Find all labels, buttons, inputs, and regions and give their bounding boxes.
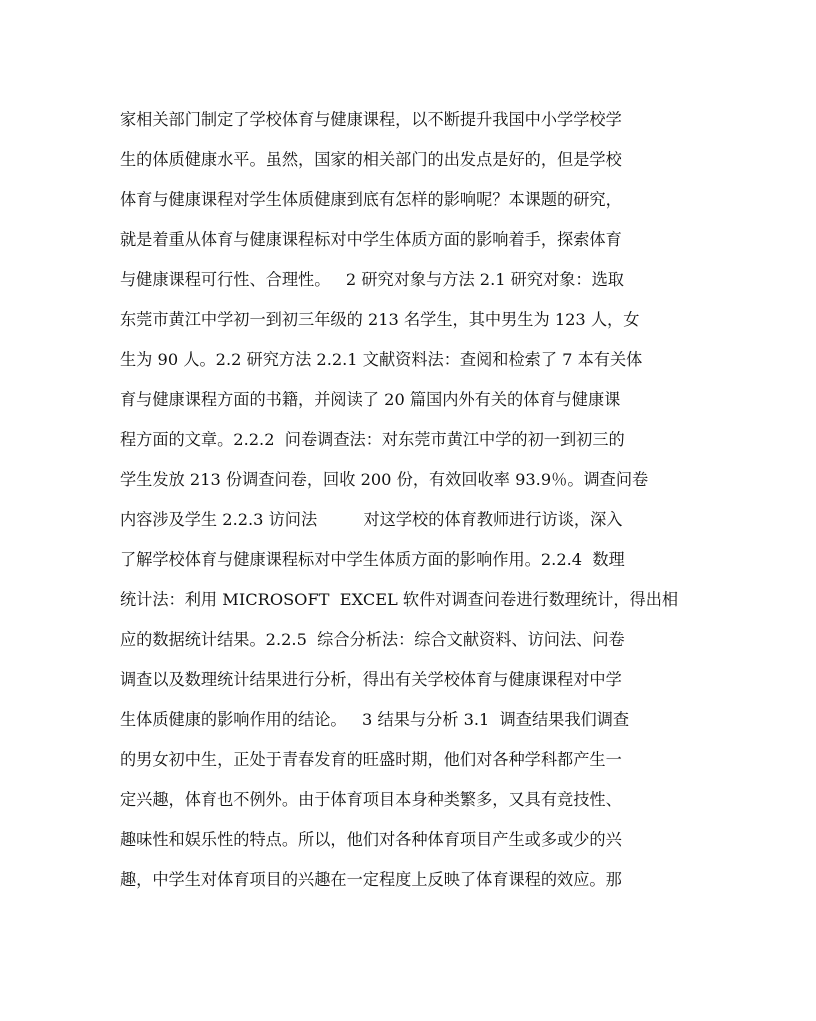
text-line: 应的数据统计结果。2.2.5 综合分析法：综合文献资料、访问法、问卷 (120, 630, 625, 649)
text-line: 生体质健康的影响作用的结论。 3 结果与分析 3.1 调查结果我们调查 (120, 710, 630, 729)
text-line: 程方面的文章。2.2.2 问卷调查法：对东莞市黄江中学的初一到初三的 (120, 430, 625, 449)
body-text (120, 100, 710, 900)
text-line: 趣，中学生对体育项目的兴趣在一定程度上反映了体育课程的效应。那 (120, 870, 622, 889)
text-line: 调查以及数理统计结果进行分析，得出有关学校体育与健康课程对中学 (120, 670, 622, 689)
text-line: 就是着重从体育与健康课程标对中学生体质方面的影响着手，探索体育 (120, 230, 622, 249)
text-line: 与健康课程可行性、合理性。 2 研究对象与方法 2.1 研究对象：选取 (120, 270, 624, 289)
text-line: 了解学校体育与健康课程标对中学生体质方面的影响作用。2.2.4 数理 (120, 550, 625, 569)
text-line: 的男女初中生，正处于青春发育的旺盛时期，他们对各种学科都产生一 (120, 750, 622, 769)
text-line: 育与健康课程方面的书籍，并阅读了 20 篇国内外有关的体育与健康课 (120, 390, 621, 409)
text-line: 生的体质健康水平。虽然，国家的相关部门的出发点是好的，但是学校 (120, 150, 622, 169)
text-line: 定兴趣，体育也不例外。由于体育项目本身种类繁多，又具有竞技性、 (120, 790, 622, 809)
text-line: 趣味性和娱乐性的特点。所以，他们对各种体育项目产生或多或少的兴 (120, 830, 622, 849)
text-line: 学生发放 213 份调查问卷，回收 200 份，有效回收率 93.9％。调查问卷 (120, 470, 649, 489)
text-line: 生为 90 人。2.2 研究方法 2.2.1 文献资料法：查阅和检索了 7 本有关体 (120, 350, 643, 369)
text-line: 统计法：利用 MICROSOFT EXCEL 软件对调查问卷进行数理统计，得出相 (120, 590, 679, 609)
text-line: 内容涉及学生 2.2.3 访问法 对这学校的体育教师进行访谈，深入 (120, 510, 623, 529)
text-line: 家相关部门制定了学校体育与健康课程，以不断提升我国中小学学校学 (120, 110, 622, 129)
text-line: 东莞市黄江中学初一到初三年级的 213 名学生，其中男生为 123 人，女 (120, 310, 640, 329)
text-line: 体育与健康课程对学生体质健康到底有怎样的影响呢？本课题的研究， (120, 190, 622, 209)
